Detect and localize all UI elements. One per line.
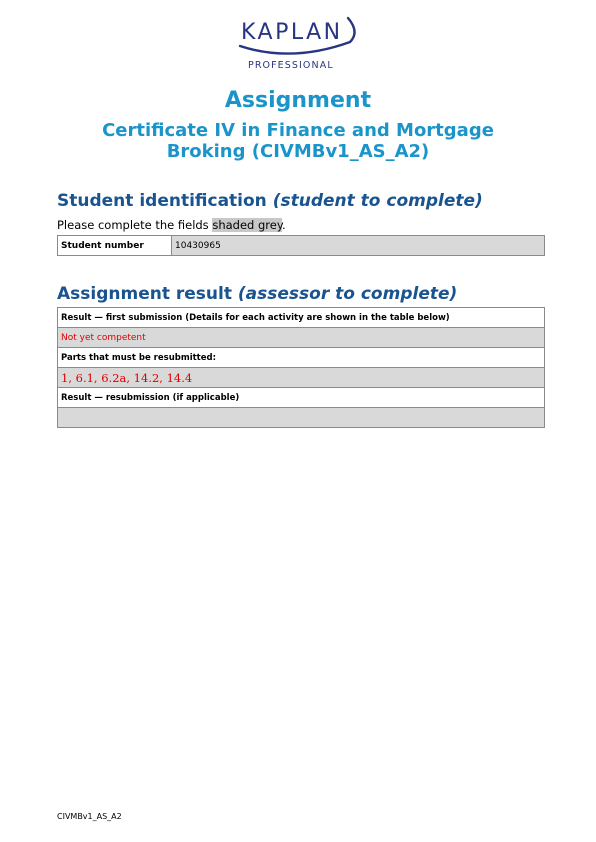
resubmission-result-field[interactable] bbox=[58, 408, 545, 428]
student-number-field[interactable]: 10430965 bbox=[172, 236, 545, 256]
first-submission-result-field[interactable]: Not yet competent bbox=[58, 328, 545, 348]
kaplan-logo bbox=[232, 8, 362, 72]
table-row bbox=[58, 328, 545, 348]
footer-code: CIVMBv1_AS_A2 bbox=[57, 812, 122, 821]
logo-subtitle: PROFESSIONAL bbox=[248, 60, 334, 71]
student-identification-heading bbox=[57, 191, 483, 211]
table-row bbox=[58, 408, 545, 428]
student-id-table bbox=[57, 235, 545, 256]
resubmit-parts-label: Parts that must be resubmitted: bbox=[58, 348, 545, 368]
student-heading-text: Student identification bbox=[57, 191, 267, 211]
table-row bbox=[58, 388, 545, 408]
logo-wordmark: KAPLAN bbox=[241, 20, 343, 45]
assignment-result-table bbox=[57, 307, 545, 428]
result-heading-note: (assessor to complete) bbox=[237, 284, 458, 304]
instruction-text bbox=[57, 218, 286, 232]
instruction-suffix: . bbox=[282, 218, 286, 232]
instruction-highlight: shaded grey bbox=[212, 218, 283, 232]
instruction-prefix: Please complete the fields bbox=[57, 218, 213, 232]
table-row bbox=[58, 368, 545, 388]
document-title: Assignment bbox=[224, 88, 372, 113]
table-row bbox=[58, 348, 545, 368]
assignment-result-heading bbox=[57, 284, 457, 304]
student-number-label: Student number bbox=[58, 236, 172, 256]
resubmission-label: Result — resubmission (if applicable) bbox=[58, 388, 545, 408]
student-heading-note: (student to complete) bbox=[272, 191, 483, 211]
resubmit-parts-field[interactable]: 1, 6.1, 6.2a, 14.2, 14.4 bbox=[58, 368, 545, 388]
result-heading-text: Assignment result bbox=[57, 284, 232, 304]
table-row bbox=[58, 308, 545, 328]
first-submission-label: Result — first submission (Details for each activity are shown in the table below) bbox=[58, 308, 545, 328]
student-number-row bbox=[58, 236, 545, 256]
document-subtitle: Certificate IV in Finance and Mortgage Broking (CIVMBv1_AS_A2) bbox=[102, 120, 494, 162]
